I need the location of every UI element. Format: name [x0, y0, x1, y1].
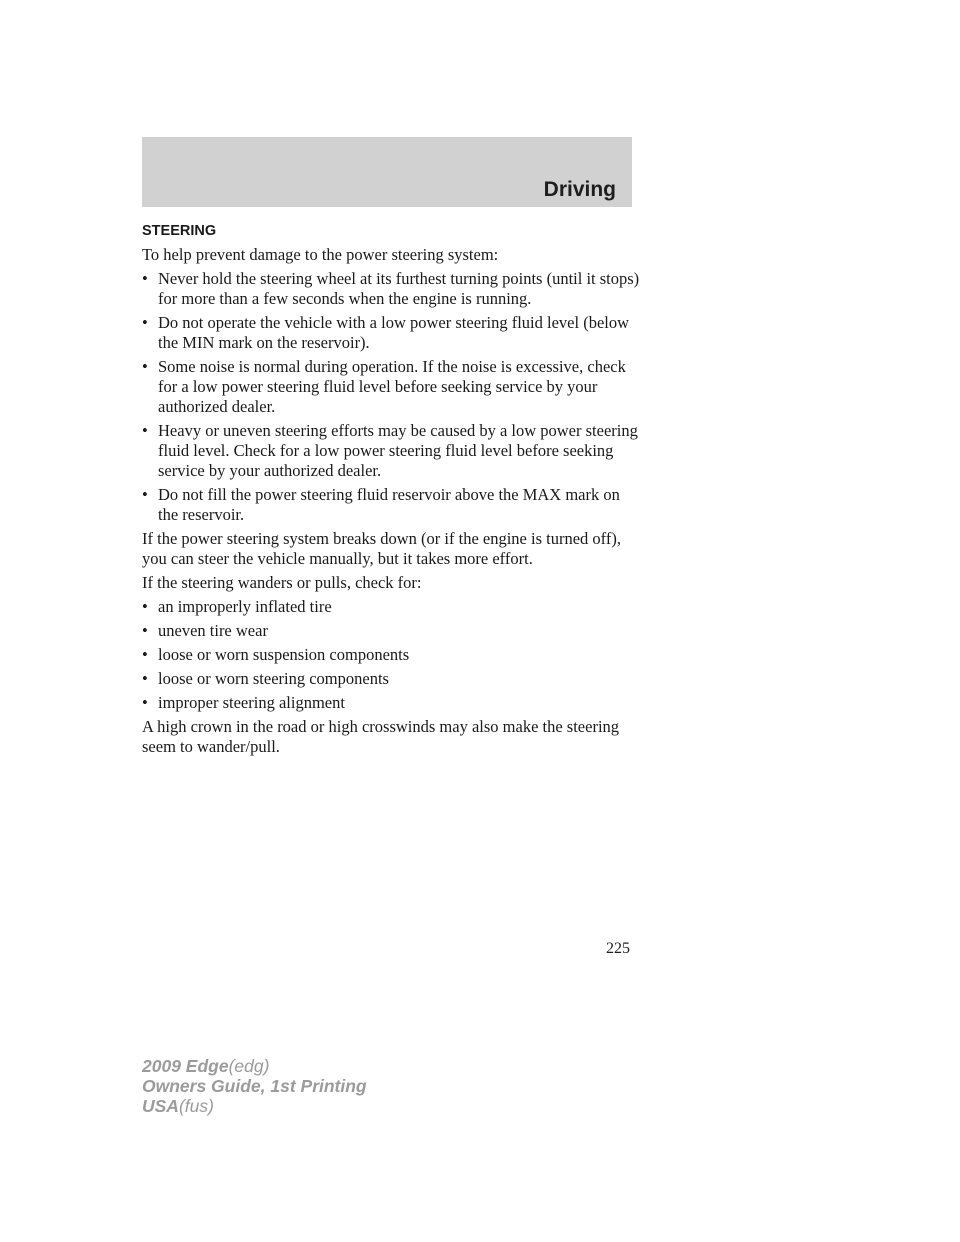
- footer-market-code: (fus): [178, 1096, 214, 1116]
- footer-line-market: [142, 1096, 367, 1116]
- footer-market: USA: [142, 1096, 179, 1116]
- page-content: [142, 221, 642, 761]
- list-item: • uneven tire wear: [142, 621, 268, 640]
- list-item: • loose or worn steering components: [142, 669, 389, 688]
- page-number: 225: [606, 940, 630, 957]
- prevention-list: [142, 269, 642, 525]
- bullet-icon: •: [142, 357, 148, 376]
- bullet-icon: •: [142, 313, 148, 332]
- check-intro-paragraph: If the steering wanders or pulls, check for:: [142, 573, 422, 592]
- steering-heading: STEERING: [142, 223, 217, 239]
- footer-model: 2009 Edge: [142, 1056, 229, 1076]
- print-footer: [142, 1056, 367, 1116]
- list-item: • improper steering alignment: [142, 693, 345, 712]
- bullet-icon: •: [142, 693, 148, 712]
- list-item: • Never hold the steering wheel at its furthest turning points (until it stops) for more than a few seconds when the engine is running.: [142, 269, 640, 308]
- bullet-icon: •: [142, 269, 148, 288]
- footer-line-model: [142, 1056, 367, 1076]
- bullet-icon: •: [142, 645, 148, 664]
- list-item: • loose or worn suspension components: [142, 645, 410, 664]
- bullet-icon: •: [142, 621, 148, 640]
- footer-model-code: (edg): [228, 1056, 270, 1076]
- bullet-icon: •: [142, 669, 148, 688]
- bullet-icon: •: [142, 597, 148, 616]
- closing-paragraph: A high crown in the road or high crosswinds may also make the steering seem to wander/pull.: [142, 717, 620, 756]
- list-item: • Do not fill the power steering fluid reservoir above the MAX mark on the reservoir.: [142, 485, 620, 524]
- list-item: • an improperly inflated tire: [142, 597, 332, 616]
- list-item: • Heavy or uneven steering efforts may be caused by a low power steering fluid level. Check for a low power steering fluid level before seeking service by your authorized dealer.: [142, 421, 638, 480]
- footer-printing: Owners Guide, 1st Printing: [142, 1076, 367, 1096]
- breakdown-paragraph: If the power steering system breaks down (or if the engine is turned off), you can steer the vehicle manually, but it takes more effort.: [142, 529, 621, 568]
- intro-paragraph: To help prevent damage to the power steering system:: [142, 245, 499, 264]
- section-banner: [142, 137, 632, 207]
- bullet-icon: •: [142, 485, 148, 504]
- check-list: [142, 597, 642, 713]
- section-title: Driving: [543, 178, 616, 201]
- bullet-icon: •: [142, 421, 148, 440]
- list-item: • Some noise is normal during operation. If the noise is excessive, check for a low power steering fluid level before seeking service by your authorized dealer.: [142, 357, 626, 416]
- list-item: • Do not operate the vehicle with a low power steering fluid level (below the MIN mark on the reservoir).: [142, 313, 630, 352]
